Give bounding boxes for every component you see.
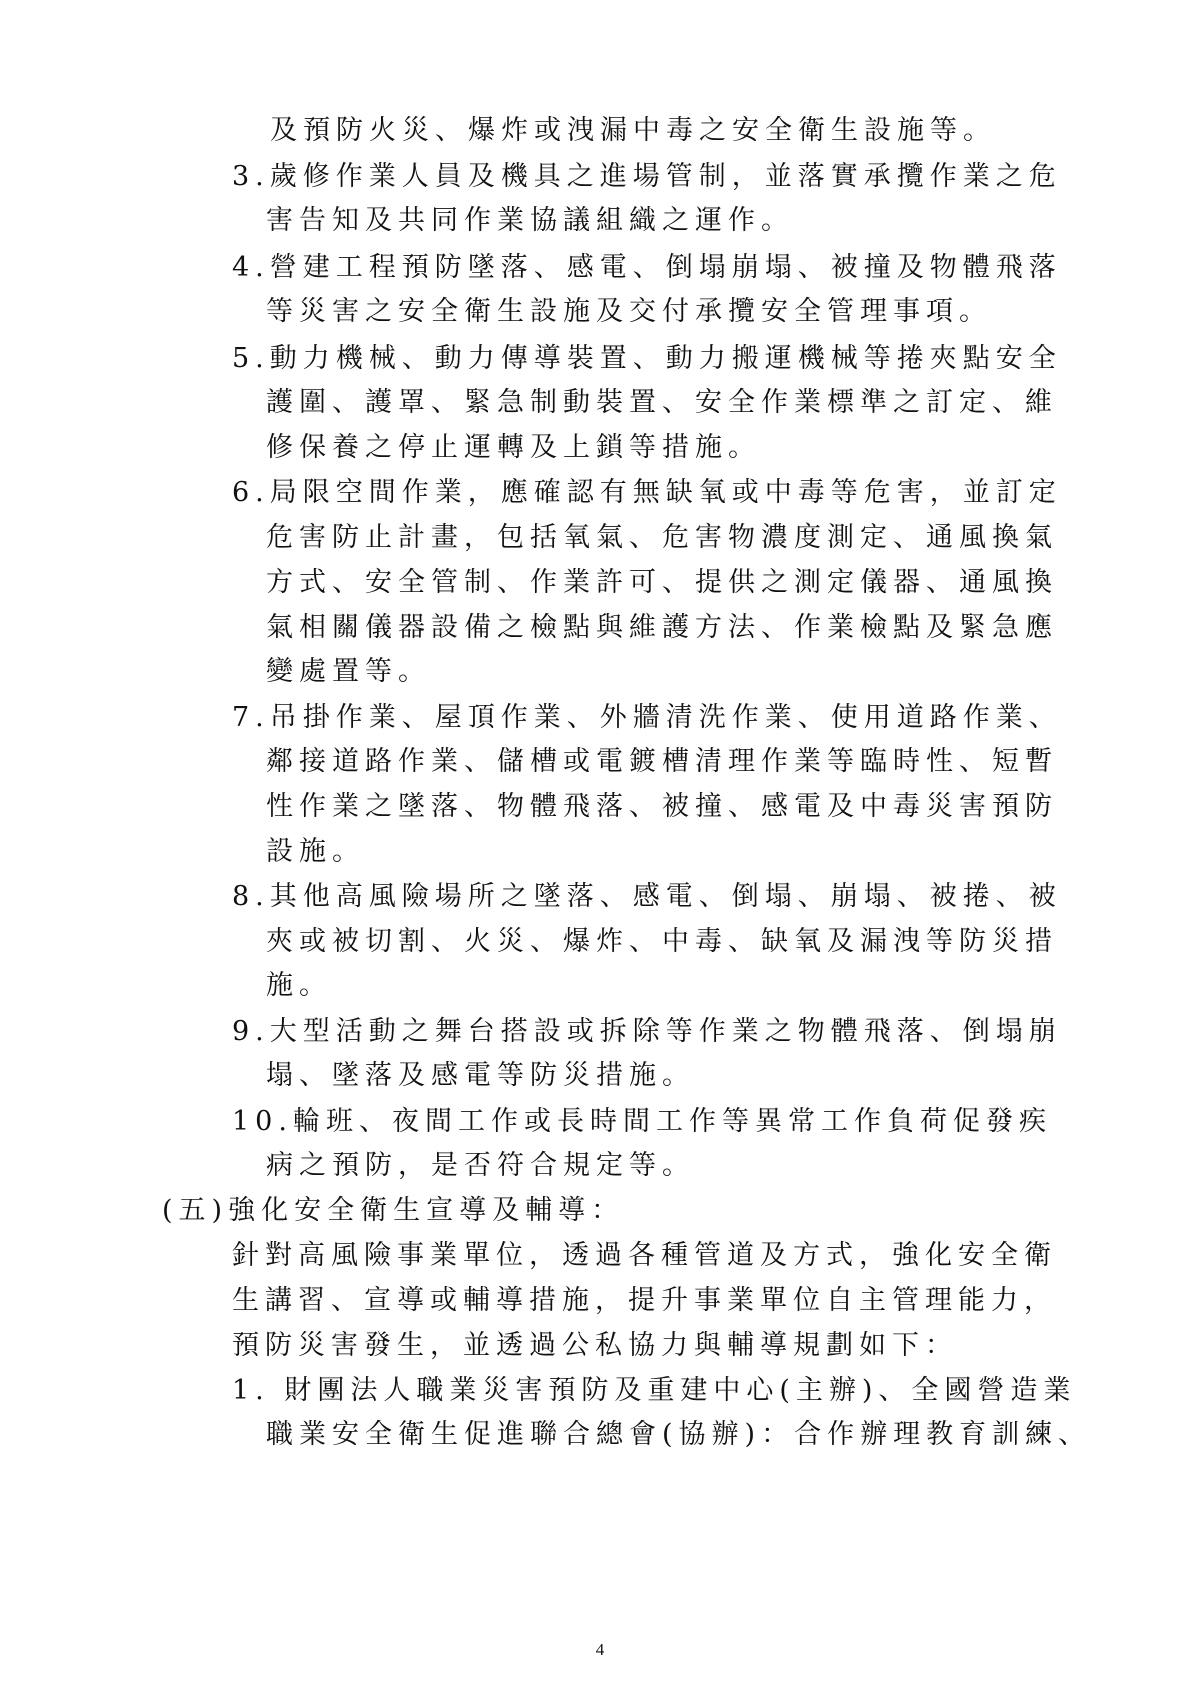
list-item-4: 4.營建工程預防墜落、感電、倒塌崩塌、被撞及物體飛落: [232, 252, 1062, 283]
list-item-5-continuation: 修保養之停止運轉及上鎖等措施。: [266, 432, 761, 463]
list-item-6: 6.局限空間作業，應確認有無缺氧或中毒等危害，並訂定: [232, 477, 1062, 508]
list-item-6-continuation: 變處置等。: [266, 656, 431, 687]
list-item-7-continuation: 設施。: [266, 836, 365, 867]
list-item-8-continuation: 夾或被切割、火災、爆炸、中毒、缺氧及漏洩等防災措: [266, 926, 1058, 957]
paragraph-line: 針對高風險事業單位，透過各種管道及方式，強化安全衛: [232, 1240, 1057, 1271]
plan-item-1-continuation: 職業安全衛生促進聯合總會(協辦)：合作辦理教育訓練、: [266, 1419, 1092, 1450]
list-item-7-continuation: 鄰接道路作業、儲槽或電鍍槽清理作業等臨時性、短暫: [266, 746, 1058, 777]
paragraph-line: 生講習、宣導或輔導措施，提升事業單位自主管理能力，: [232, 1285, 1057, 1316]
list-item-10-continuation: 病之預防，是否符合規定等。: [266, 1150, 695, 1181]
list-item-6-continuation: 危害防止計畫，包括氧氣、危害物濃度測定、通風換氣: [266, 522, 1058, 553]
list-item-7-continuation: 性作業之墜落、物體飛落、被撞、感電及中毒災害預防: [266, 791, 1058, 822]
plan-item-1: 1. 財團法人職業災害預防及重建中心(主辦)、全國營造業: [232, 1375, 1077, 1406]
list-item-3: 3.歲修作業人員及機具之進場管制，並落實承攬作業之危: [232, 161, 1062, 192]
list-item-6-continuation: 氣相關儀器設備之檢點與維護方法、作業檢點及緊急應: [266, 612, 1058, 643]
list-item-9: 9.大型活動之舞台搭設或拆除等作業之物體飛落、倒塌崩: [232, 1016, 1062, 1047]
list-item-8: 8.其他高風險場所之墜落、感電、倒塌、崩塌、被捲、被: [232, 881, 1062, 912]
list-item-4-continuation: 等災害之安全衛生設施及交付承攬安全管理事項。: [266, 296, 992, 327]
list-item-8-continuation: 施。: [266, 970, 332, 1001]
list-item-7: 7.吊掛作業、屋頂作業、外牆清洗作業、使用道路作業、: [232, 702, 1062, 733]
list-item-9-continuation: 塌、墜落及感電等防災措施。: [266, 1060, 695, 1091]
page-number: 4: [595, 1640, 605, 1659]
list-item-10: 10.輪班、夜間工作或長時間工作等異常工作負荷促發疾: [232, 1106, 1052, 1137]
list-item-3-continuation: 害告知及共同作業協議組織之運作。: [266, 205, 794, 236]
list-item-5-continuation: 護圍、護罩、緊急制動裝置、安全作業標準之訂定、維: [266, 387, 1058, 418]
paragraph-line: 預防災害發生，並透過公私協力與輔導規劃如下：: [232, 1330, 958, 1361]
list-item-6-continuation: 方式、安全管制、作業許可、提供之測定儀器、通風換: [266, 567, 1058, 598]
section-heading: (五)強化安全衛生宣導及輔導：: [162, 1195, 625, 1226]
text-line-continuation: 及預防火災、爆炸或洩漏中毒之安全衛生設施等。: [270, 115, 996, 146]
list-item-5: 5.動力機械、動力傳導裝置、動力搬運機械等捲夾點安全: [232, 343, 1062, 374]
